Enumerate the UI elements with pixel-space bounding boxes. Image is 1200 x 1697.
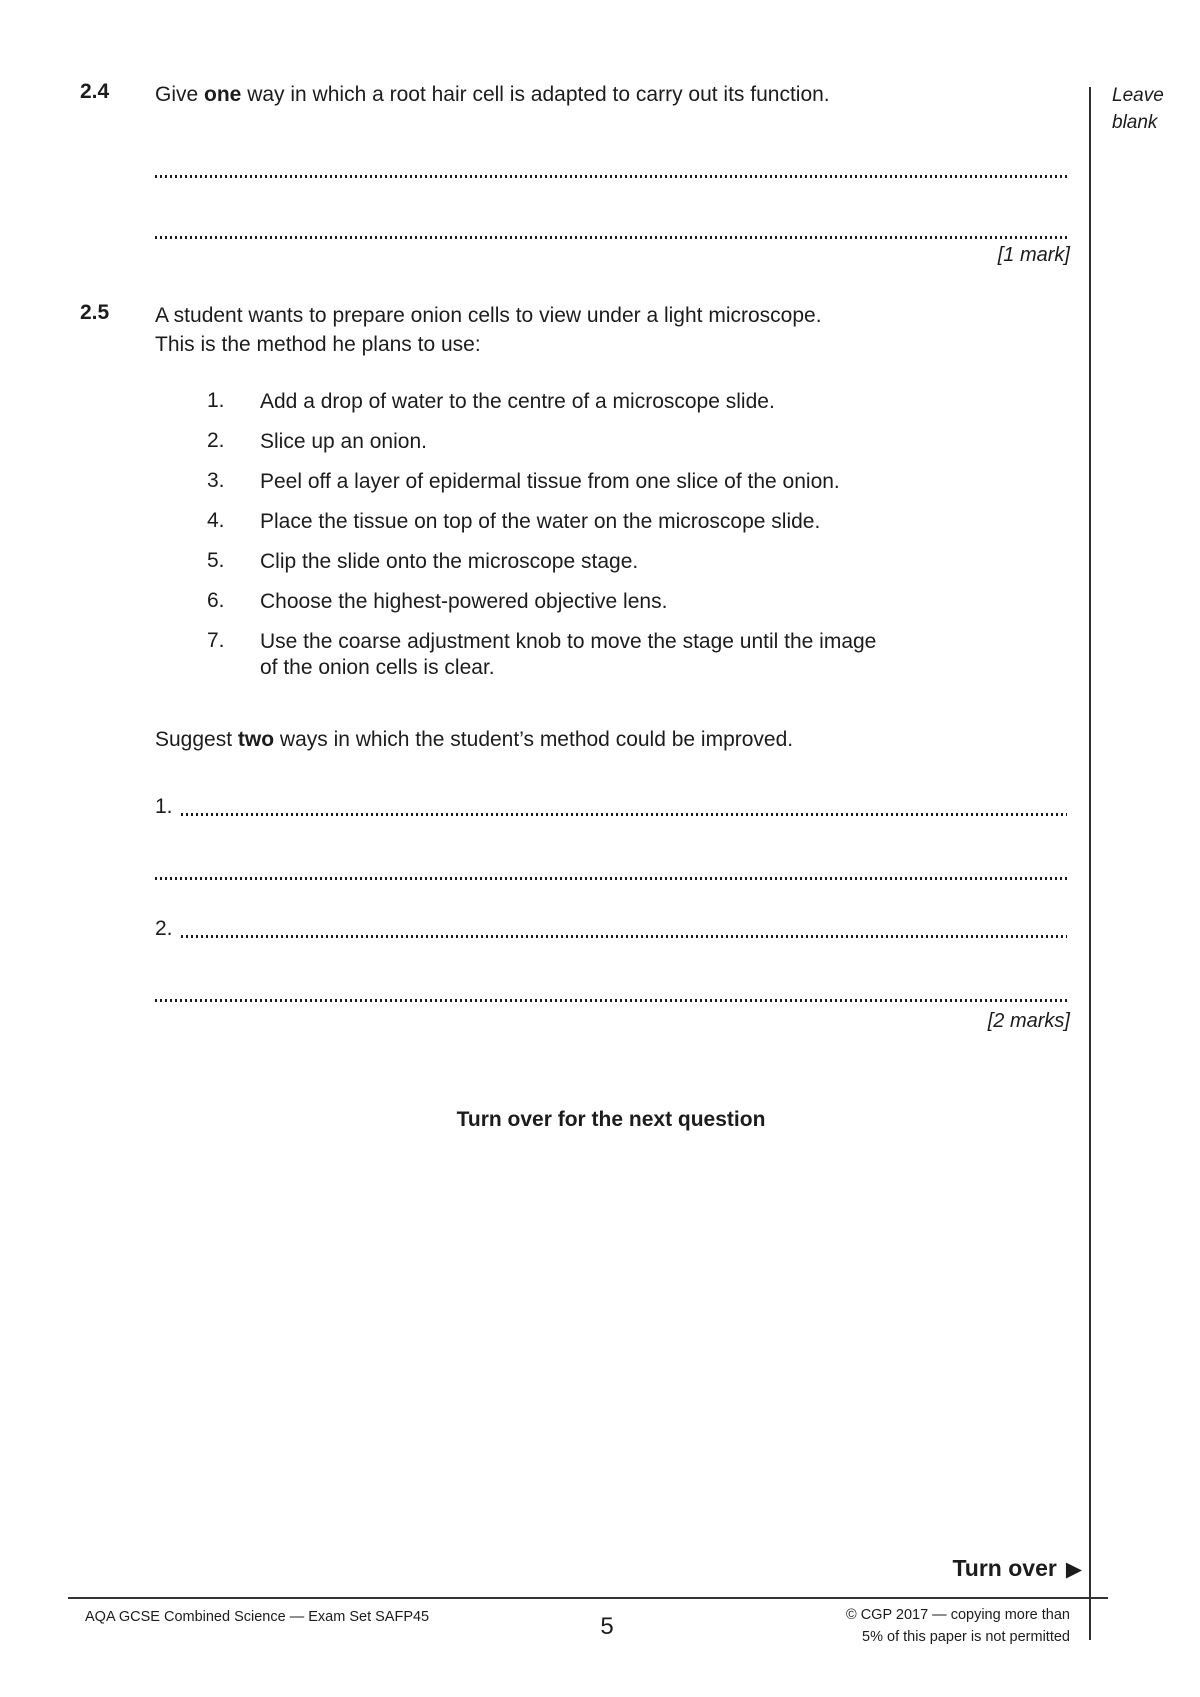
answer-1-row xyxy=(155,795,1067,819)
footer-exam-set-label: AQA GCSE Combined Science — Exam Set SAFP45 xyxy=(85,1609,430,1625)
footer-rule xyxy=(68,1597,1108,1599)
prompt-text-start: Suggest xyxy=(155,728,238,751)
turn-over-arrow-icon: ▶ xyxy=(1065,1557,1082,1581)
answer-dotted-line xyxy=(181,813,1067,816)
step-6-number: 6. xyxy=(207,589,225,612)
step-7-number: 7. xyxy=(207,629,225,652)
question-2-5-number: 2.5 xyxy=(80,301,110,324)
answer-dotted-line xyxy=(155,999,1067,1002)
marks-label-2-4: [1 mark] xyxy=(997,244,1070,266)
leave-blank-word-2: blank xyxy=(1112,112,1158,133)
step-7-text xyxy=(260,629,980,681)
answer-1-label: 1. xyxy=(155,795,173,818)
turn-over-text: Turn over xyxy=(952,1555,1057,1581)
step-5-text: Clip the slide onto the microscope stage. xyxy=(260,550,639,573)
turn-over-next-question-notice: Turn over for the next question xyxy=(456,1108,766,1131)
step-3-number: 3. xyxy=(207,469,225,492)
margin-divider-line xyxy=(1089,87,1091,1640)
step-5-number: 5. xyxy=(207,549,225,572)
footer-copyright xyxy=(700,1605,1070,1648)
answer-2-row xyxy=(155,917,1067,941)
footer-copyright-line-2: 5% of this paper is not permitted xyxy=(862,1628,1070,1645)
step-7-text-line-1: Use the coarse adjustment knob to move the stage until the image xyxy=(260,630,877,653)
step-7-text-line-2: of the onion cells is clear. xyxy=(260,656,495,679)
step-6-text: Choose the highest-powered objective lens. xyxy=(260,590,668,613)
step-1-number: 1. xyxy=(207,389,225,412)
step-4-number: 4. xyxy=(207,509,225,532)
page-number: 5 xyxy=(600,1613,614,1640)
step-3-text: Peel off a layer of epidermal tissue from one slice of the onion. xyxy=(260,470,840,493)
marks-label-2-5: [2 marks] xyxy=(987,1010,1070,1032)
step-2-text: Slice up an onion. xyxy=(260,430,427,453)
question-2-5-intro xyxy=(155,301,1025,359)
turn-over-notice xyxy=(155,1555,1082,1582)
answer-dotted-line xyxy=(155,175,1067,178)
question-2-4-text-end: way in which a root hair cell is adapted to carry out its function. xyxy=(241,83,830,106)
leave-blank-word-1: Leave xyxy=(1112,85,1164,106)
prompt-bold-word: two xyxy=(237,728,275,751)
answer-2-label: 2. xyxy=(155,917,173,940)
answer-dotted-line xyxy=(181,935,1067,938)
question-2-4-bold-word: one xyxy=(204,83,242,106)
question-2-4-text-start: Give xyxy=(155,83,205,106)
question-2-4-text xyxy=(155,80,1025,109)
prompt-text-end: ways in which the student’s method could be improved. xyxy=(274,728,794,751)
question-2-5-intro-line-1: A student wants to prepare onion cells to view under a light microscope. xyxy=(155,304,822,327)
answer-dotted-line xyxy=(155,236,1067,239)
leave-blank-note xyxy=(1112,82,1192,136)
question-2-5-intro-line-2: This is the method he plans to use: xyxy=(155,333,481,356)
step-1-text: Add a drop of water to the centre of a microscope slide. xyxy=(260,390,775,413)
question-2-4-number: 2.4 xyxy=(80,80,110,103)
question-2-5-prompt xyxy=(155,728,1035,752)
footer-copyright-line-1: © CGP 2017 — copying more than xyxy=(845,1607,1070,1623)
step-2-number: 2. xyxy=(207,429,225,452)
answer-dotted-line xyxy=(155,877,1067,880)
step-4-text: Place the tissue on top of the water on the microscope slide. xyxy=(260,510,821,533)
